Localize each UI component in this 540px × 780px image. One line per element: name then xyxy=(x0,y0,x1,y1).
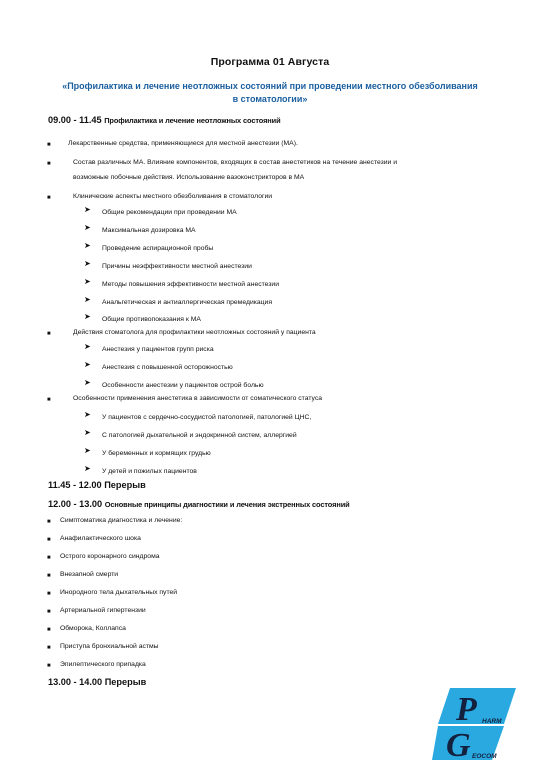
logo-letter-g: G xyxy=(446,727,471,760)
list-item: Острого коронарного синдрома xyxy=(60,553,160,560)
section2-time: 12.00 - 13.00 xyxy=(48,499,103,509)
bullet-square-icon: ■ xyxy=(47,591,51,597)
arrow-bullet-icon: ➤ xyxy=(84,446,91,455)
sub-list-item: У беременных и кормящих грудью xyxy=(102,450,211,457)
sub-list-item: Анальгетическая и антиаллергическая премедикация xyxy=(102,299,273,306)
bullet-square-icon: ■ xyxy=(47,397,51,403)
logo-letter-p: P xyxy=(456,691,477,728)
break-heading: 13.00 - 14.00 Перерыв xyxy=(48,677,147,687)
arrow-bullet-icon: ➤ xyxy=(84,360,91,369)
sub-list-item: Проведение аспирационной пробы xyxy=(102,245,214,252)
list-item: Состав различных МА. Влияние компонентов, входящих в состав анестетиков на течение анестезии и xyxy=(73,159,398,166)
bullet-square-icon: ■ xyxy=(47,142,51,148)
sub-list-item: С патологией дыхательной и эндокринной систем, аллергией xyxy=(102,432,297,439)
arrow-bullet-icon: ➤ xyxy=(84,241,91,250)
page-title: Программа 01 Августа xyxy=(210,56,330,68)
bullet-square-icon: ■ xyxy=(47,573,51,579)
list-item: Лекарственные средства, применяющиеся для местной анестезии (МА). xyxy=(68,140,298,147)
bullet-square-icon: ■ xyxy=(47,519,51,525)
arrow-bullet-icon: ➤ xyxy=(84,428,91,437)
list-item: Особенности применения анестетика в зависимости от соматического статуса xyxy=(73,395,323,402)
list-item: Артериальной гипертензии xyxy=(60,607,146,614)
sub-list-item: Общие рекомендации при проведении МА xyxy=(102,209,237,216)
sub-list-item: Анестезия у пациентов групп риска xyxy=(102,346,214,353)
bullet-square-icon: ■ xyxy=(47,627,51,633)
logo-top-block xyxy=(438,688,516,724)
arrow-bullet-icon: ➤ xyxy=(84,205,91,214)
pharmgeocom-logo xyxy=(432,688,516,760)
list-item: Обморока, Коллапса xyxy=(60,625,126,632)
arrow-bullet-icon: ➤ xyxy=(84,410,91,419)
sub-list-item: Методы повышения эффективности местной анестезии xyxy=(102,281,280,288)
section1-title: Профилактика и лечение неотложных состояний xyxy=(104,116,281,125)
list-item: Внезапной смерти xyxy=(60,571,119,578)
list-item: Инородного тела дыхательных путей xyxy=(60,589,178,596)
section1-heading xyxy=(48,115,281,125)
section2-title: Основные принципы диагностики и лечения экстренных состояний xyxy=(104,500,350,509)
logo-word-eocom: EOCOM xyxy=(472,753,497,760)
list-item: Приступа бронхиальной астмы xyxy=(60,643,159,650)
sub-list-item: Анестезия с повышенной осторожностью xyxy=(102,364,233,371)
bullet-square-icon: ■ xyxy=(47,537,51,543)
arrow-bullet-icon: ➤ xyxy=(84,312,91,321)
arrow-bullet-icon: ➤ xyxy=(84,342,91,351)
bullet-square-icon: ■ xyxy=(47,555,51,561)
arrow-bullet-icon: ➤ xyxy=(84,223,91,232)
list-item: Клинические аспекты местного обезболивания в стоматологии xyxy=(73,193,273,200)
bullet-square-icon: ■ xyxy=(47,161,51,167)
list-item: Эпилептического припадка xyxy=(60,661,146,668)
list-item: Анафилактического шока xyxy=(60,535,141,542)
section1-time: 09.00 - 11.45 xyxy=(48,115,102,125)
sub-list-item: У детей и пожилых пациентов xyxy=(102,468,197,475)
sub-list-item: У пациентов с сердечно-сосудистой патологией, патологией ЦНС, xyxy=(102,414,312,421)
arrow-bullet-icon: ➤ xyxy=(84,277,91,286)
list-item-continuation: возможные побочные действия. Использование вазоконстрикторов в МА xyxy=(73,174,305,181)
page-subtitle: «Профилактика и лечение неотложных состояний при проведении местного обезболивания в стоматологии» xyxy=(62,81,478,104)
arrow-bullet-icon: ➤ xyxy=(84,259,91,268)
arrow-bullet-icon: ➤ xyxy=(84,464,91,473)
bullet-square-icon: ■ xyxy=(47,195,51,201)
logo-word-harm: HARM xyxy=(482,718,502,725)
arrow-bullet-icon: ➤ xyxy=(84,295,91,304)
bullet-square-icon: ■ xyxy=(47,609,51,615)
sub-list-item: Общие противопоказания к МА xyxy=(102,316,201,323)
list-item: Симптоматика диагностика и лечение: xyxy=(60,517,183,524)
sub-list-item: Максимальная дозировка МА xyxy=(102,227,196,234)
sub-list-item: Особенности анестезии у пациентов острой болью xyxy=(102,382,264,389)
bullet-square-icon: ■ xyxy=(47,331,51,337)
list-item: Действия стоматолога для профилактики неотложных состояний у пациента xyxy=(73,329,316,336)
break-heading: 11.45 - 12.00 Перерыв xyxy=(48,480,146,490)
section2-heading xyxy=(48,499,350,509)
bullet-square-icon: ■ xyxy=(47,645,51,651)
bullet-square-icon: ■ xyxy=(47,663,51,669)
sub-list-item: Причины неэффективности местной анестезии xyxy=(102,263,252,270)
arrow-bullet-icon: ➤ xyxy=(84,378,91,387)
